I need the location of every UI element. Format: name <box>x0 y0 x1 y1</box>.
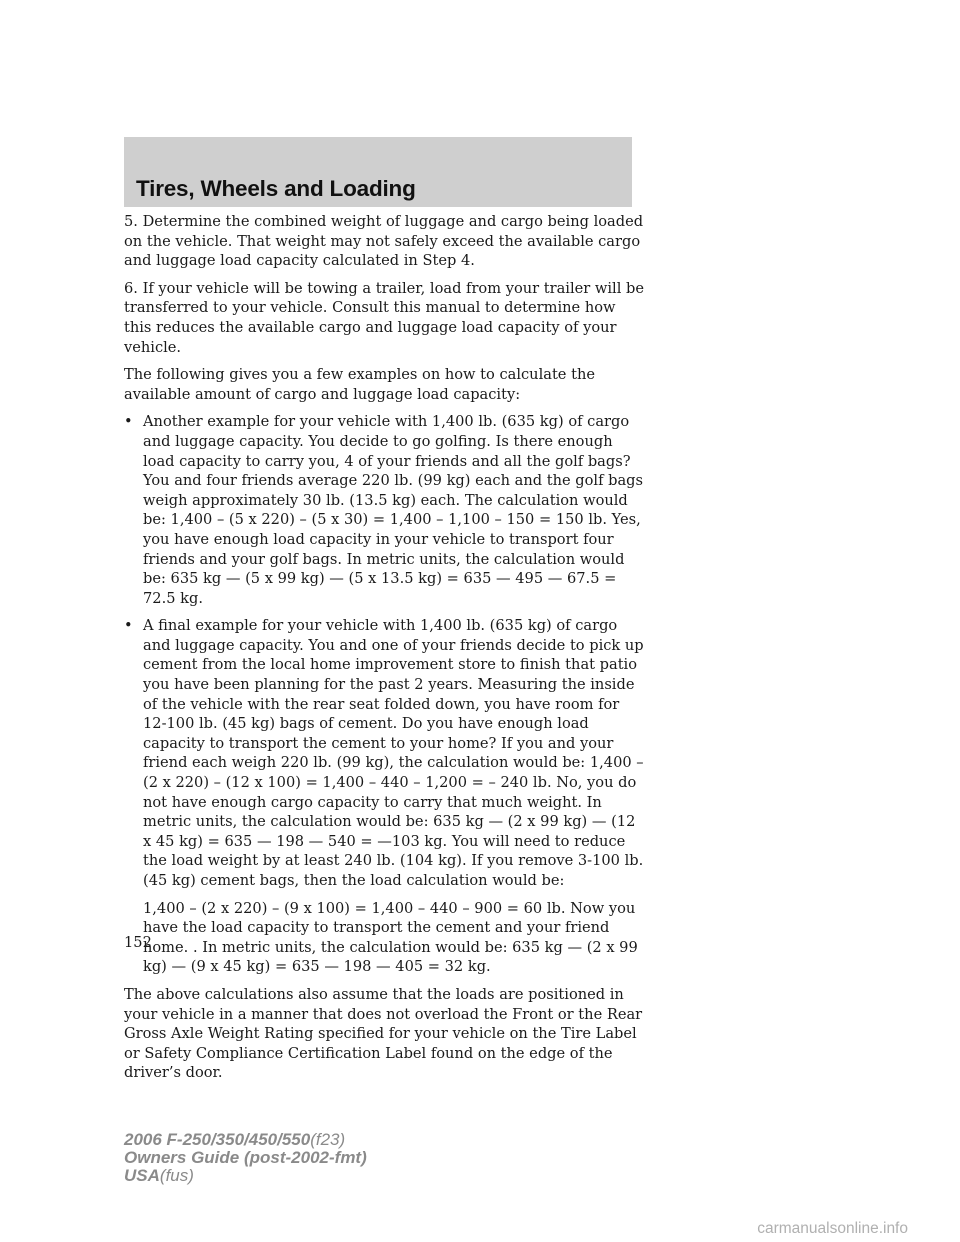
cement-example-text: A final example for your vehicle with 1,400 lb. (635 kg) of cargo and luggage capacity. You and one of your friends decide to pick up cement from the local home improvement store to finish that patio you have been planning for the past 2 years. Measuring the inside of the vehicle with the rear seat folded down, you have room for 12-100 lb. (45 kg) bags of cement. Do you have enough load capacity to transport the cement to your home? If you and your friend each weigh 220 lb. (99 kg), the calculation would be: 1,400 – (2 x 220) – (12 x 100) = 1,400 – 440 – 1,200 = – 240 lb. No, you do not have enough cargo capacity to carry that much weight. In metric units, the calculation would be: 635 kg — (2 x 99 kg) — (12 x 45 kg) = 635 — 198 — 540 = —103 kg. You will need to reduce the load weight by at least 240 lb. (104 kg). If you remove 3-100 lb. (45 kg) cement bags, then the load calculation would be: <box>143 617 644 889</box>
list-item <box>124 616 644 890</box>
golf-example-text: Another example for your vehicle with 1,400 lb. (635 kg) of cargo and luggage capacity. You decide to go golfing. Is there enough load capacity to carry you, 4 of your friends and all the golf bags? You and four friends average 220 lb. (99 kg) each and the golf bags weigh approximately 30 lb. (13.5 kg) each. The calculation would be: 1,400 – (5 x 220) – (5 x 30) = 1,400 – 1,100 – 150 = 150 lb. Yes, you have enough load capacity in your vehicle to transport four friends and your golf bags. In metric units, the calculation would be: 635 kg — (5 x 99 kg) — (5 x 13.5 kg) = 635 — 495 — 67.5 = 72.5 kg. <box>143 413 643 607</box>
step-6-paragraph: 6. If your vehicle will be towing a trailer, load from your trailer will be transferred to your vehicle. Consult this manual to determine how this reduces the available cargo and luggage load capacity of your vehicle. <box>124 279 644 356</box>
footer-region-code: (fus) <box>159 1166 194 1185</box>
closing-paragraph: The above calculations also assume that the loads are positioned in your vehicle in a manner that does not overload the Front or the Rear Gross Axle Weight Rating specified for your vehicle on the Tire Label or Safety Compliance Certification Label found on the edge of the driver’s door. <box>124 985 643 1082</box>
bullet-icon: • <box>124 413 133 431</box>
step-5-paragraph: 5. Determine the combined weight of luggage and cargo being loaded on the vehicle. That weight may not safely exceed the available cargo and luggage load capacity calculated in Step 4. <box>124 213 644 270</box>
page-content <box>124 212 644 1091</box>
section-title: Tires, Wheels and Loading <box>136 176 416 201</box>
site-watermark: carmanualsonline.info <box>757 1220 908 1237</box>
revised-calculation: 1,400 – (2 x 220) – (9 x 100) = 1,400 – 440 – 900 = 60 lb. Now you have the load capacity to transport the cement and your friend home. . In metric units, the calculation would be: 635 kg — (2 x 99 kg) — (9 x 45 kg) = 635 — 198 — 405 = 32 kg. <box>143 899 638 976</box>
page-number: 152 <box>124 934 152 951</box>
document-footer <box>124 1131 367 1185</box>
footer-model-line <box>124 1131 367 1149</box>
footer-model: 2006 F-250/350/450/550 <box>124 1130 311 1149</box>
footer-model-code: (f23) <box>310 1130 346 1149</box>
intro-paragraph: The following gives you a few examples on how to calculate the available amount of cargo and luggage load capacity: <box>124 366 595 403</box>
list-item <box>124 412 644 608</box>
footer-guide-line: Owners Guide (post-2002-fmt) <box>124 1148 367 1167</box>
bullet-icon: • <box>124 617 133 635</box>
footer-region-line <box>124 1167 367 1185</box>
footer-region: USA <box>124 1166 160 1185</box>
